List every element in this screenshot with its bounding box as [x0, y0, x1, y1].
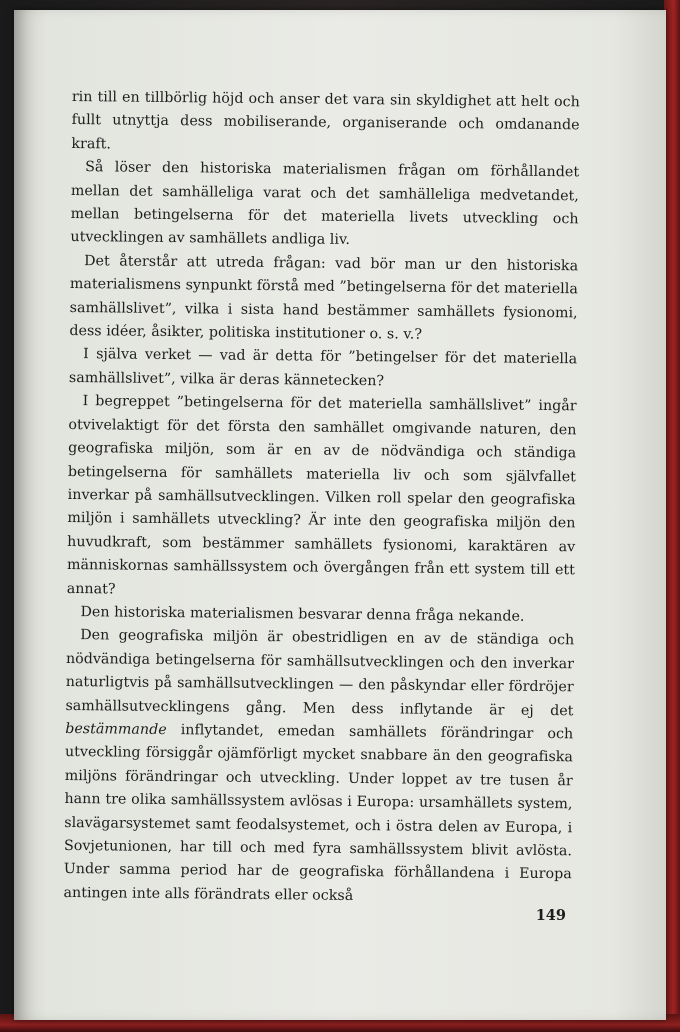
paragraph-1: rin till en tillbörlig höjd och anser det vara sin skyldighet att helt och fullt utnyttja dess mobiliserande, organiserande och omdanande kraft.: [71, 88, 580, 153]
book-cover-edge: [664, 0, 680, 1032]
emphasis-bestammande: bestämmande: [65, 720, 167, 738]
paragraph-2: Så löser den historiska materialismen frågan om förhållandet mellan det samhälleliga varat och det samhälleliga medvetandet, mellan betingelserna för det materiella livets utveckling och utvecklingen av samhällets andliga liv.: [70, 159, 580, 249]
paragraph-6: Den historiska materialismen besvarar denna fråga nekande.: [80, 604, 525, 625]
paragraph-5: I begreppet ”betingelserna för det materiella samhällslivet” ingår otvivelaktigt för det första den samhället omgivande naturen, den geografiska miljön, som är en av de nödvändiga och ständiga betingelserna för samhällets materiella liv och som självfallet inverkar på samhällsutvecklingen. Vilken roll spelar den geografiska miljön i samhällets utveckling? Är inte den geografiska miljön den huvudkraft, som bestämmer samhällets fysionomi, karaktären av människornas samhällssystem och övergången från ett system till ett annat?: [66, 393, 577, 598]
paragraph-4: I själva verket — vad är detta för ”betingelser för det materiella samhällslivet”, vilka är deras kännetecken?: [68, 346, 578, 390]
page-body-text: [63, 86, 580, 910]
paragraph-7-start: Den geografiska miljön är obestridligen en av de ständiga och nödvändiga betingelserna för samhällsutvecklingen och den inverkar naturligtvis på samhällsutvecklingen — den påskyndar eller fördröjer samhällsutvecklingens gång. Men dess inflytande är ej det: [65, 627, 575, 719]
paragraph-7-end: inflytandet, emedan samhällets förändringar och utveckling försiggår ojämförligt mycket snabbare än den geografiska miljöns förändringar och utveckling. Under loppet av tre tusen år hann tre olika samhällssystem avlösas i Europa: ursamhällets system, slavägarsystemet samt feodalsystemet, och i östra delen av Europa, i Sovjetunionen, har till och med fyra samhällssystem blivit avlösta. Under samma period har de geografiska förhållandena i Europa antingen inte alls förändrats eller också: [63, 721, 574, 904]
paragraph-7: [63, 624, 574, 910]
paragraph-3: Det återstår att utreda frågan: vad bör man ur den historiska materialismens synpunkt förstå med ”betingelserna för det materiella samhällslivet”, vilka i sista hand bestämmer samhällets fysionomi, dess idéer, åsikter, politiska institutioner o. s. v.?: [69, 252, 579, 343]
book-page: [14, 10, 666, 1020]
page-number: 149: [535, 907, 566, 924]
